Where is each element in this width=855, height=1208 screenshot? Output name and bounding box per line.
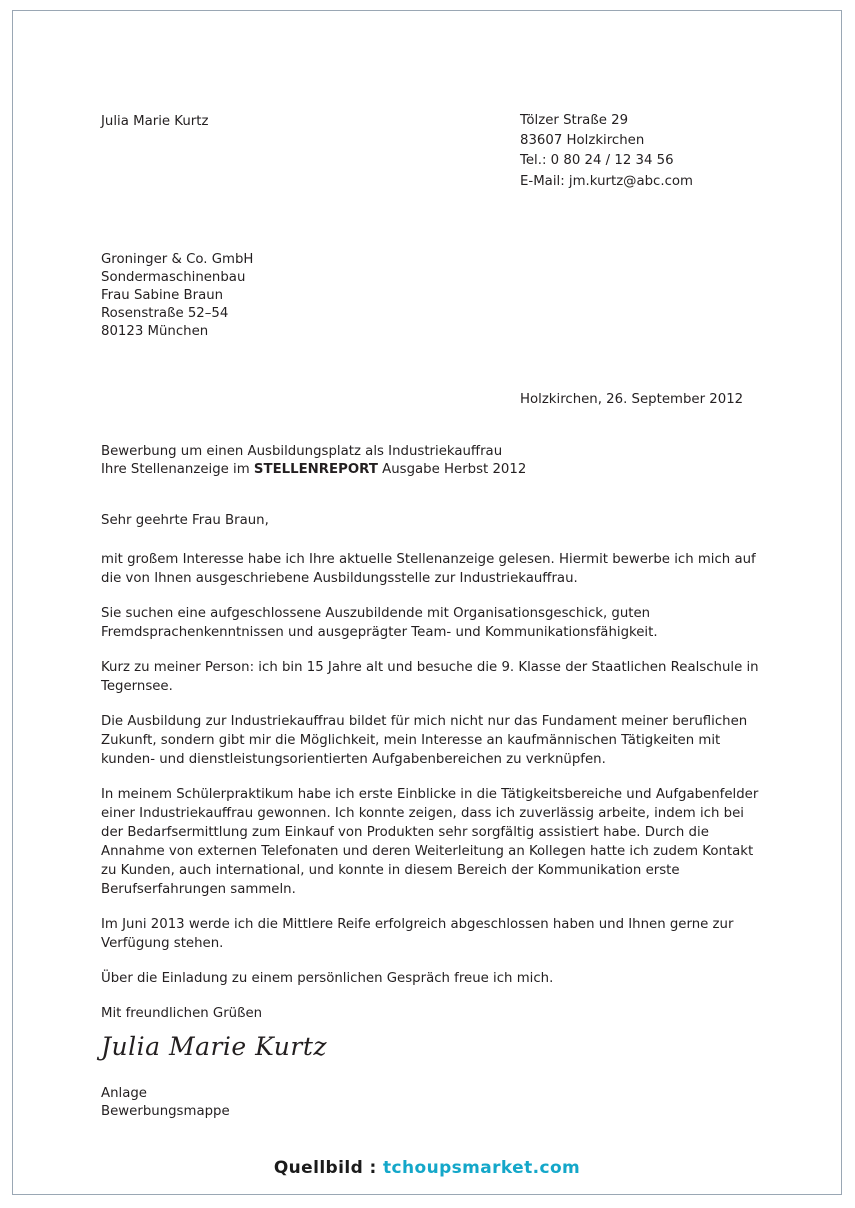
sender-name: Julia Marie Kurtz bbox=[101, 114, 209, 129]
sender-city: 83607 Holzkirchen bbox=[520, 133, 645, 149]
sender-phone: Tel.: 0 80 24 / 12 34 56 bbox=[520, 153, 674, 169]
body-paragraph-5: In meinem Schülerpraktikum habe ich erste Einblicke in die Tätigkeitsbereiche und Aufgabenfelder einer Industriekauffrau gewonnen. Ich konnte zeigen, dass ich zuverlässig arbeite, indem ich bei der Bedarfsermittlung zum Einkauf von Produkten sehr sorgfältig assistiert habe. Durch die Annahme von externen Telefonaten und deren Weiterleitung an Kollegen hatte ich zudem Kontakt zu Kunden, auch international, und konnte in diesem Bereich der Kommunikation erste Berufserfahrungen sammeln. bbox=[101, 787, 759, 897]
watermark-label: Quellbild : bbox=[273, 1158, 383, 1178]
sender-email: E-Mail: jm.kurtz@abc.com bbox=[520, 173, 693, 189]
body-paragraph-7: Über die Einladung zu einem persönlichen Gespräch freue ich mich. bbox=[101, 971, 554, 986]
recipient-company: Groninger & Co. GmbH bbox=[101, 252, 254, 267]
attachment-value: Bewerbungsmappe bbox=[101, 1104, 230, 1120]
sender-contact-block bbox=[520, 111, 693, 192]
recipient-division: Sondermaschinenbau bbox=[101, 269, 246, 285]
recipient-address-block bbox=[101, 251, 253, 341]
body-paragraph-1: mit großem Interesse habe ich Ihre aktuelle Stellenanzeige gelesen. Hiermit bewerbe ich mich auf die von Ihnen ausgeschriebene Ausbildungsstelle zur Industriekauffrau. bbox=[101, 552, 756, 586]
source-watermark bbox=[13, 1158, 841, 1178]
subject-prefix: Ihre Stellenanzeige im bbox=[101, 462, 254, 478]
closing-line: Mit freundlichen Grüßen bbox=[101, 1006, 263, 1021]
subject-publication: STELLENREPORT bbox=[253, 462, 378, 478]
subject-block bbox=[101, 443, 526, 480]
subject-line-1: Bewerbung um einen Ausbildungsplatz als Industriekauffrau bbox=[101, 444, 503, 459]
body-paragraph-6: Im Juni 2013 werde ich die Mittlere Reife erfolgreich abgeschlossen haben und Ihnen gerne zur Verfügung stehen. bbox=[101, 917, 734, 951]
subject-line-2 bbox=[101, 461, 526, 479]
body-paragraph-2: Sie suchen eine aufgeschlossene Auszubildende mit Organisationsgeschick, guten Fremdsprachenkenntnissen und ausgeprägter Team- und Kommunikationsfähigkeit. bbox=[101, 606, 658, 640]
watermark-site: tchoupsmarket.com bbox=[382, 1158, 581, 1178]
date-line: Holzkirchen, 26. September 2012 bbox=[520, 392, 744, 407]
letter-body bbox=[101, 511, 759, 1121]
salutation: Sehr geehrte Frau Braun, bbox=[101, 513, 269, 528]
attachment-label: Anlage bbox=[101, 1085, 147, 1101]
body-paragraph-4: Die Ausbildung zur Industriekauffrau bildet für mich nicht nur das Fundament meiner beruflichen Zukunft, sondern gibt mir die Möglichkeit, mein Interesse an kaufmännischen Tätigkeiten mit kunden- und dienstleistungsorientierten Aufgabenbereichen zu verknüpfen. bbox=[101, 714, 748, 767]
letter-sheet bbox=[12, 10, 842, 1195]
recipient-person: Frau Sabine Braun bbox=[101, 287, 224, 303]
attachment-block bbox=[101, 1085, 759, 1122]
body-paragraph-3: Kurz zu meiner Person: ich bin 15 Jahre alt und besuche die 9. Klasse der Staatlichen Realschule in Tegernsee. bbox=[101, 660, 759, 694]
signature: Julia Marie Kurtz bbox=[101, 1032, 328, 1061]
recipient-city: 80123 München bbox=[101, 323, 209, 339]
sender-street: Tölzer Straße 29 bbox=[520, 113, 629, 128]
recipient-street: Rosenstraße 52–54 bbox=[101, 305, 229, 321]
subject-suffix: Ausgabe Herbst 2012 bbox=[377, 462, 527, 478]
